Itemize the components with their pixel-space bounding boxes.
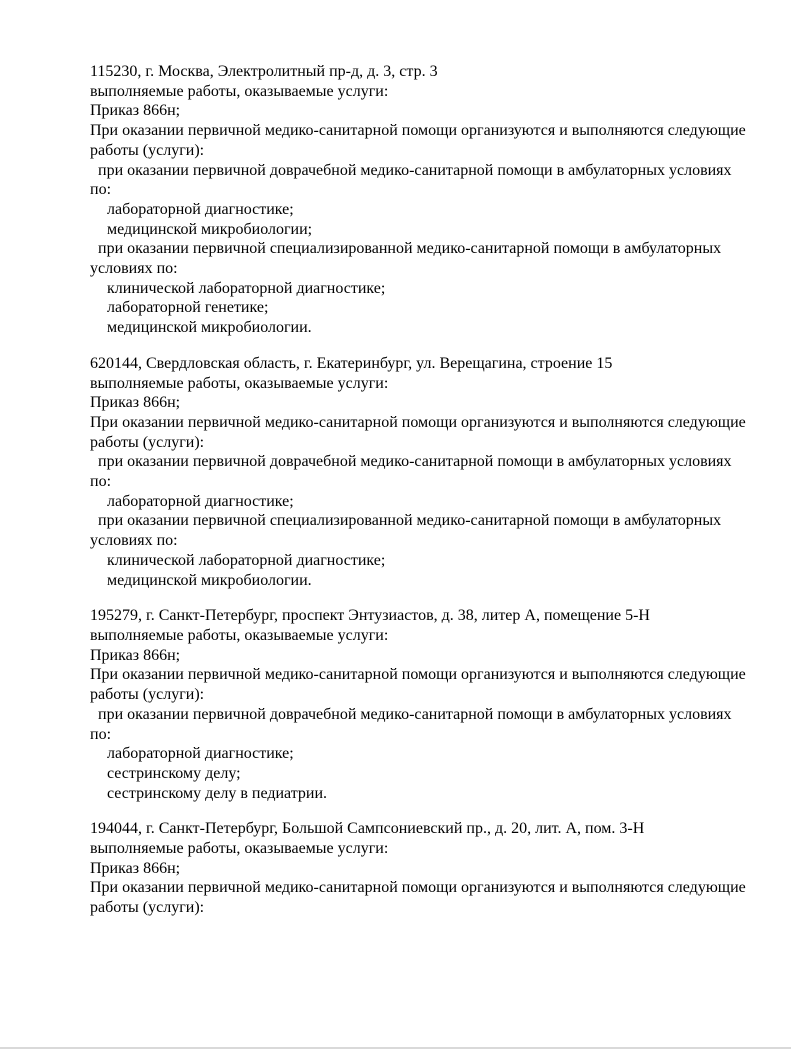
text-line: Приказ 866н; bbox=[90, 646, 181, 664]
text-line: работы (услуги): bbox=[90, 433, 205, 451]
license-section bbox=[90, 606, 747, 803]
address-line: 194044, г. Санкт-Петербург, Большой Сампсониевский пр., д. 20, лит. А, пом. 3-Н bbox=[90, 820, 645, 838]
text-line: При оказании первичной медико-санитарной помощи организуются и выполняются следующие bbox=[90, 413, 746, 431]
text-line: выполняемые работы, оказываемые услуги: bbox=[90, 374, 389, 392]
text-line: медицинской микробиологии; bbox=[107, 220, 313, 238]
text-line: клинической лабораторной диагностике; bbox=[107, 279, 386, 297]
license-section bbox=[90, 354, 747, 590]
bottom-divider bbox=[0, 1047, 791, 1049]
text-line: выполняемые работы, оказываемые услуги: bbox=[90, 840, 389, 858]
text-line: выполняемые работы, оказываемые услуги: bbox=[90, 82, 389, 100]
text-line: условиях по: bbox=[90, 260, 178, 278]
text-line: медицинской микробиологии. bbox=[107, 319, 312, 337]
text-line: при оказании первичной доврачебной медико-санитарной помощи в амбулаторных условиях bbox=[98, 453, 732, 471]
text-line: При оказании первичной медико-санитарной помощи организуются и выполняются следующие bbox=[90, 879, 746, 897]
license-section bbox=[90, 819, 747, 918]
text-line: работы (услуги): bbox=[90, 899, 205, 917]
address-line: 195279, г. Санкт-Петербург, проспект Энтузиастов, д. 38, литер А, помещение 5-Н bbox=[90, 607, 650, 625]
text-line: при оказании первичной специализированной медико-санитарной помощи в амбулаторных bbox=[98, 512, 722, 530]
text-line: по: bbox=[90, 473, 112, 491]
text-line: Приказ 866н; bbox=[90, 394, 181, 412]
text-line: При оказании первичной медико-санитарной помощи организуются и выполняются следующие bbox=[90, 666, 746, 684]
text-line: лабораторной диагностике; bbox=[107, 745, 294, 763]
text-line: по: bbox=[90, 725, 112, 743]
text-line: Приказ 866н; bbox=[90, 859, 181, 877]
text-line: лабораторной диагностике; bbox=[107, 492, 294, 510]
text-line: выполняемые работы, оказываемые услуги: bbox=[90, 626, 389, 644]
text-line: условиях по: bbox=[90, 532, 178, 550]
text-line: при оказании первичной доврачебной медико-санитарной помощи в амбулаторных условиях bbox=[98, 161, 732, 179]
license-section bbox=[90, 62, 747, 338]
text-line: лабораторной диагностике; bbox=[107, 200, 294, 218]
address-line: 115230, г. Москва, Электролитный пр-д, д. 3, стр. 3 bbox=[90, 63, 438, 80]
text-line: при оказании первичной специализированной медико-санитарной помощи в амбулаторных bbox=[98, 240, 722, 258]
text-line: сестринскому делу; bbox=[107, 764, 241, 782]
text-line: по: bbox=[90, 181, 112, 199]
text-line: при оказании первичной доврачебной медико-санитарной помощи в амбулаторных условиях bbox=[98, 705, 732, 723]
text-line: работы (услуги): bbox=[90, 686, 205, 704]
text-line: При оказании первичной медико-санитарной помощи организуются и выполняются следующие bbox=[90, 122, 746, 140]
text-line: медицинской микробиологии. bbox=[107, 571, 312, 589]
text-line: лабораторной генетике; bbox=[107, 299, 269, 317]
text-line: клинической лабораторной диагностике; bbox=[107, 551, 386, 569]
text-line: сестринскому делу в педиатрии. bbox=[107, 784, 328, 802]
text-line: работы (услуги): bbox=[90, 141, 205, 159]
address-line: 620144, Свердловская область, г. Екатеринбург, ул. Верещагина, строение 15 bbox=[90, 354, 613, 372]
text-line: Приказ 866н; bbox=[90, 102, 181, 120]
